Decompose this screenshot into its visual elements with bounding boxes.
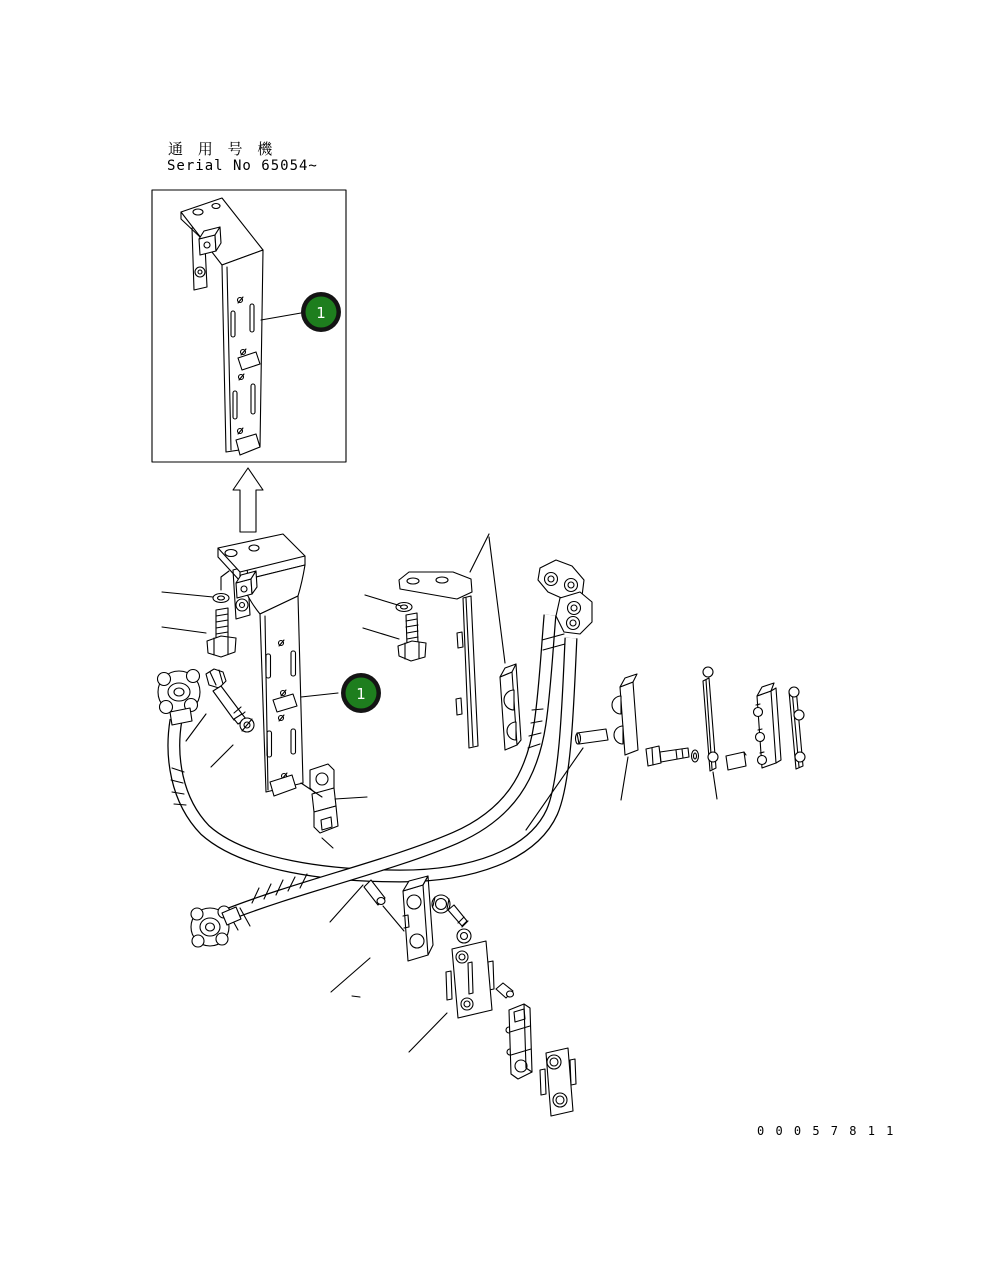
hose-flange-left-lower: [191, 906, 241, 947]
clamp-two-hole-center: [500, 664, 521, 750]
thin-plate-right-1: [703, 667, 718, 771]
callout-number: 1: [316, 304, 326, 322]
callout-number: 1: [356, 685, 366, 703]
callout-main[interactable]: [301, 673, 381, 713]
up-arrow: [233, 468, 263, 532]
serial-number-label: Serial No 65054~: [167, 158, 318, 174]
bolt-right-horizontal: [646, 746, 689, 766]
washer-flat-bracket: [396, 603, 412, 612]
washer-mid-left: [240, 718, 254, 732]
bolt-upper-left: [207, 608, 236, 657]
plate-with-bolts-lower: [446, 941, 494, 1018]
thin-plate-right-2: [789, 687, 805, 769]
washer-upper-left: [213, 594, 229, 603]
long-bolt-diagonal: [206, 669, 246, 724]
stepped-clamp-left: [310, 764, 338, 833]
main-bracket: [218, 534, 305, 796]
drawing-number: 0 0 0 5 7 8 1 1: [757, 1124, 896, 1138]
spacer-pin-lower: [364, 880, 385, 905]
main-callout-leader: [301, 693, 338, 697]
block-stack-lower: [506, 1004, 532, 1079]
bolt-flat-bracket: [398, 613, 426, 661]
bolt-lower-diagonal: [432, 895, 468, 927]
pin-small-lower: [496, 983, 514, 998]
washer-small-right: [692, 750, 699, 762]
hose-flange-left-upper: [158, 670, 201, 726]
clamp-two-hole-lower: [403, 876, 433, 961]
spacer-tube-right: [576, 729, 609, 744]
plate-with-bolts-bottom: [540, 1048, 576, 1116]
clamp-two-hole-right: [612, 674, 638, 755]
washer-lower: [457, 929, 471, 943]
applicability-label-jp: 通 用 号 機: [168, 140, 278, 158]
callout-detail[interactable]: [301, 292, 341, 332]
clamp-three-hole-right: [754, 683, 782, 768]
small-block-right: [726, 752, 746, 770]
